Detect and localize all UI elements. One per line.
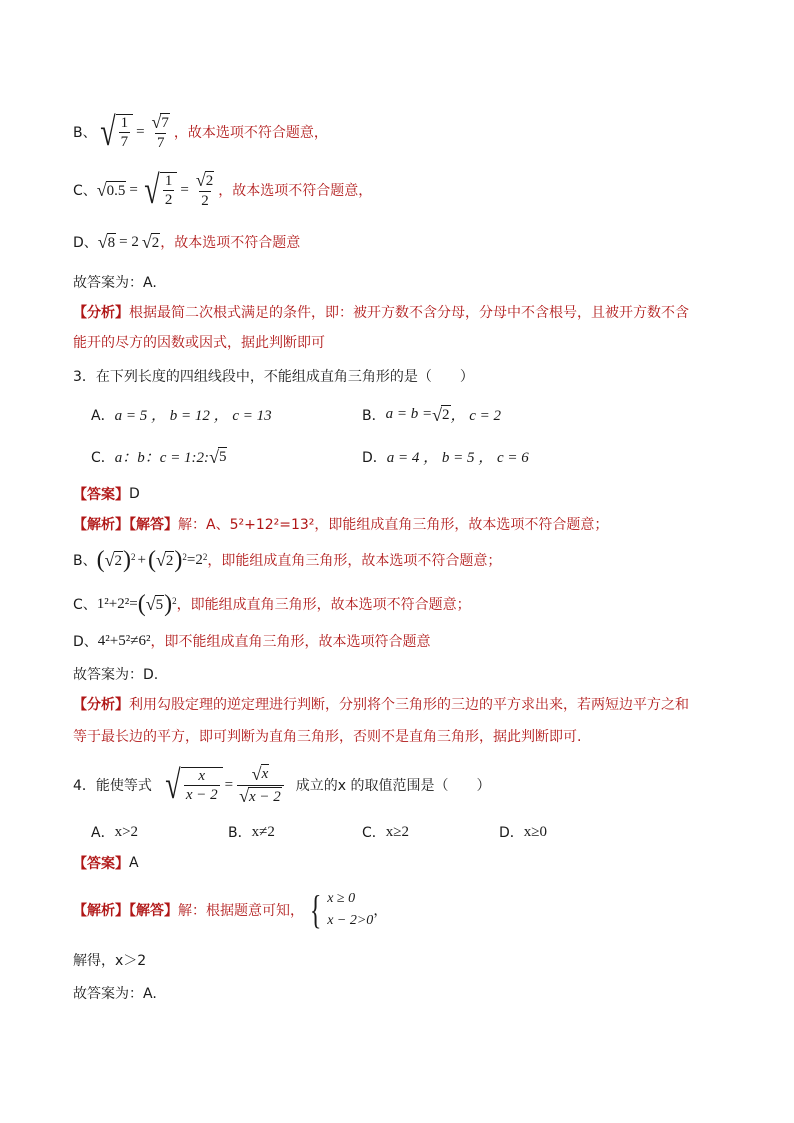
- solution-text: 解：A、5²+12²=13²，即能组成直角三角形，故本选项不符合题意；: [178, 517, 609, 533]
- inequality-system: { x ≥ 0 x − 2>0: [309, 887, 374, 932]
- q3-solution-a: [73, 514, 608, 534]
- q4-option-d: D． x≥0: [499, 823, 548, 841]
- answer-line: [73, 272, 157, 292]
- analysis-tag: 【分析】: [73, 305, 129, 321]
- comment-text: ，故本选项不符合题意，: [218, 183, 373, 199]
- q4-solve-line: 解得，x＞2: [73, 953, 147, 969]
- analysis-line: [73, 302, 689, 322]
- option-label: C、: [73, 183, 97, 199]
- q3-option-b: B． a = b = √ 2 ， c = 2: [362, 404, 502, 425]
- option-label: B、: [73, 125, 97, 141]
- q3-final-answer: 故答案为：D.: [73, 667, 159, 683]
- analysis-text: 利用勾股定理的逆定理进行判断，分别将个三角形的三边的平方求出来，若两短边平方之和: [129, 697, 689, 713]
- answer-text: 故答案为：A.: [73, 275, 157, 291]
- solution-label: C、: [73, 597, 97, 613]
- question-3-stem: [73, 366, 474, 386]
- q3-solution-c: [73, 592, 471, 616]
- option-label: D、: [73, 235, 98, 251]
- analysis-line-2: [73, 332, 325, 352]
- q4-final-answer: 故答案为：A.: [73, 986, 157, 1002]
- q3-analysis-line: [73, 694, 689, 714]
- math-expression: 1²+2²= ( √ 5 ) $^2$: [96, 591, 177, 617]
- q4-option-c: C． x≥2: [362, 823, 410, 841]
- q4-answer-line: [73, 853, 139, 873]
- question-text: 成立的x 的取值范围是（ ）: [295, 778, 491, 794]
- math-expression: 4²+5²≠6²: [97, 632, 151, 649]
- q3-options-row-2: [73, 446, 723, 466]
- analysis-text: 等于最长边的平方，即可判断为直角三角形，否则不是直角三角形，据此判断即可.: [73, 729, 582, 745]
- analysis-text: 根据最简二次根式满足的条件，即：被开方数不含分母，分母中不含根号，且被开方数不含: [129, 305, 689, 321]
- math-expression: √ 0.5 = √ $\frac{1}{2}$ = √ 2 2: [96, 167, 214, 212]
- solution-label: D、: [73, 634, 98, 650]
- q4-solution-line: 【解析】【解答】 解：根据题意可知， { x ≥ 0 x − 2>0 ，: [73, 887, 388, 932]
- solution-text: ，即能组成直角三角形，故本选项不符合题意；: [207, 553, 502, 569]
- solution-tag: 【解析】【解答】: [73, 903, 178, 919]
- analysis-tag: 【分析】: [73, 697, 129, 713]
- answer-tag: 【答案】: [73, 856, 129, 872]
- question-text: 3．在下列长度的四组线段中，不能组成直角三角形的是（ ）: [73, 369, 474, 385]
- q3-analysis-line-2: [73, 726, 581, 746]
- q4-option-a: A． x>2: [91, 823, 139, 841]
- comment-text: ，故本选项不符合题意: [160, 235, 301, 251]
- q3-options-row-1: [73, 404, 723, 424]
- comment-text: ，故本选项不符合题意，: [173, 125, 328, 141]
- option-c-line: [73, 167, 373, 212]
- q4-options: [73, 822, 723, 842]
- solution-text: 解：根据题意可知，: [178, 903, 304, 919]
- analysis-text: 能开的尽方的因数或因式，据此判断即可: [73, 335, 325, 351]
- solution-label: B、: [73, 553, 97, 569]
- q3-option-d: D． a = 4 ， b = 5 ， c = 6: [362, 449, 529, 466]
- math-expression: ( √ 2 ) $^2$ + ( √ 2 ) $^2$ =2 $^2$: [96, 547, 208, 573]
- answer-tag: 【答案】: [73, 487, 129, 503]
- q4-option-b: B． x≠2: [228, 823, 275, 841]
- question-4-stem: [73, 764, 491, 806]
- answer-value: D: [129, 486, 140, 502]
- answer-value: A: [129, 855, 139, 871]
- q3-option-c: C． a：b：c = 1:2: √ 5: [91, 446, 227, 467]
- option-d-line: [73, 232, 300, 252]
- math-expression: √ $\frac{x}{x - 2}$ = √ x √ x − 2: [162, 764, 286, 806]
- question-text: 4．能使等式: [73, 778, 152, 794]
- solution-text: ，即能组成直角三角形，故本选项不符合题意；: [176, 597, 471, 613]
- solution-text: ，即不能组成直角三角形，故本选项符合题意: [150, 634, 431, 650]
- solution-tag: 【解析】【解答】: [73, 517, 178, 533]
- q3-solution-d: [73, 631, 430, 651]
- math-expression: √ $\frac{1}{7}$ = √ 7 7: [97, 112, 174, 152]
- radical: √ $\frac{1}{7}$: [97, 112, 133, 152]
- q3-option-a: A． a = 5 ， b = 12 ， c = 13: [91, 407, 272, 424]
- q3-answer-line: [73, 484, 140, 504]
- math-expression: √ 8 = 2 √ 2: [97, 232, 160, 252]
- option-b-line: [73, 109, 328, 154]
- q3-solution-b: [73, 548, 501, 572]
